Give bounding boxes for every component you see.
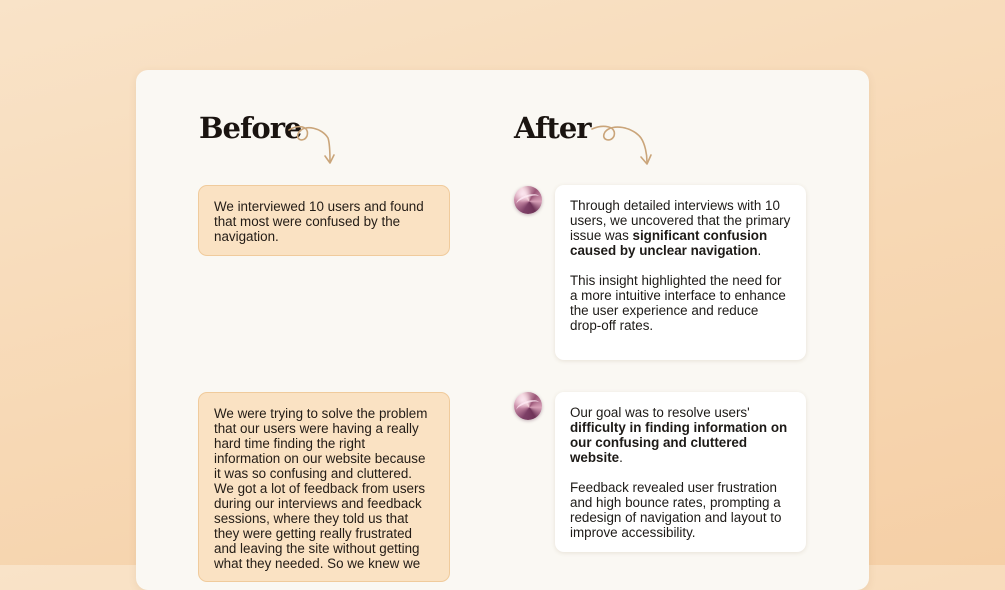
heading-before: Before (199, 111, 302, 145)
after-message-2 (555, 392, 806, 552)
after-message-2-text-end: . (619, 450, 623, 465)
after-message-1-highlight: significant confusion caused by unclear navigation (570, 228, 768, 258)
before-message-1-text: We interviewed 10 users and found that most were confused by the navigation. (214, 199, 424, 244)
avatar (514, 392, 542, 420)
before-message-2 (198, 392, 450, 582)
after-message-2-highlight: difficulty in finding information on our confusing and cluttered website (570, 420, 788, 465)
heading-after: After (514, 111, 591, 145)
after-message-1-paragraph-2: This insight highlighted the need for a more intuitive interface to enhance the user experience and reduce drop-off rates. (570, 273, 786, 333)
after-message-1-paragraph-1 (570, 198, 791, 258)
after-message-1 (555, 185, 806, 360)
after-message-2-text: Our goal was to resolve users' (570, 405, 750, 420)
after-message-1-text: Through detailed interviews with 10 users, we uncovered that the primary issue was (570, 198, 791, 243)
avatar (514, 186, 542, 214)
after-message-2-paragraph-2: Feedback revealed user frustration and high bounce rates, prompting a redesign of navigation and layout to improve accessibility. (570, 480, 782, 540)
before-message-2-text: We were trying to solve the problem that our users were having a really hard time finding the right information on our website because it was so confusing and cluttered. We got a lot of feedback from users during our interviews and feedback sessions, where they told us that they were getting really frustrated and leaving the site without getting what they needed. So we knew we (214, 406, 428, 571)
curly-arrow-icon (286, 122, 338, 168)
before-message-1 (198, 185, 450, 256)
after-message-2-paragraph-1 (570, 405, 791, 465)
curly-arrow-icon (589, 122, 655, 168)
after-message-1-text-end: . (757, 243, 762, 258)
